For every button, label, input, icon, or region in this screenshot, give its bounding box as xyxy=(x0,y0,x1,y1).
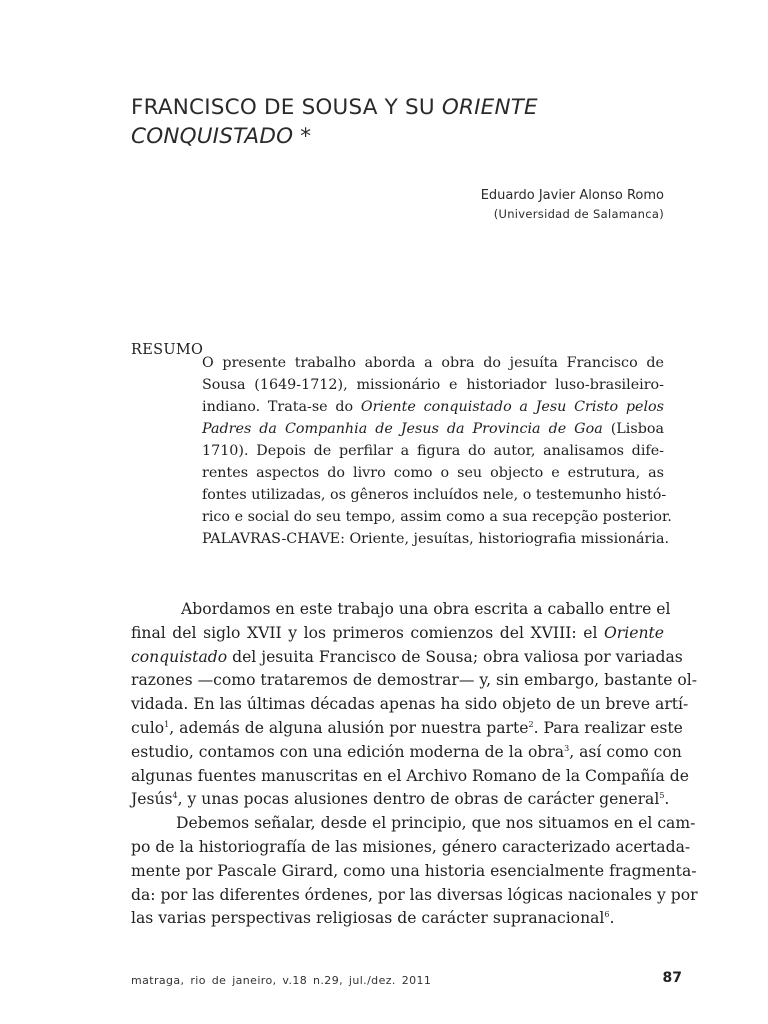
author-name: Eduardo Javier Alonso Romo xyxy=(480,188,664,203)
abstract-line: rico e social do seu tempo, assim como a sua recepção posterior. xyxy=(202,509,672,525)
author-block xyxy=(481,187,664,223)
abstract-line: fontes utilizadas, os gêneros incluídos nele, o testemunho histó- xyxy=(202,487,667,503)
page-footer xyxy=(131,970,682,992)
footnote-ref[interactable]: 2 xyxy=(528,719,534,729)
footnote-ref[interactable]: 1 xyxy=(164,719,170,729)
footnote-ref[interactable]: 4 xyxy=(172,791,178,801)
body-line: Debemos señalar, desde el principio, que nos situamos en el cam- xyxy=(176,814,696,833)
body-line: conquistado del jesuita Francisco de Sousa; obra valiosa por variadas xyxy=(131,647,683,666)
body-line: estudio, contamos con una edición moderna de la obra$^3$, así como con xyxy=(131,742,682,761)
footnote-ref[interactable]: 5 xyxy=(659,791,665,801)
page-number: 87 xyxy=(662,970,682,986)
body-line: po de la historiografía de las misiones, género caracterizado acertada- xyxy=(131,837,691,856)
abstract-line: indiano. Trata-se do Oriente conquistado a Jesu Cristo pelos xyxy=(202,399,664,415)
abstract-line: O presente trabalho aborda a obra do jesuíta Francisco de xyxy=(202,355,664,371)
author-affiliation: (Universidad de Salamanca) xyxy=(493,207,664,221)
body-line: algunas fuentes manuscritas en el Archivo Romano de la Compañía de xyxy=(131,766,689,785)
body-line: da: por las diferentes órdenes, por las diversas lógicas nacionales y por xyxy=(131,885,698,904)
abstract-keywords: PALAVRAS-CHAVE: Oriente, jesuítas, historiografia missionária. xyxy=(202,531,670,547)
body-line: Abordamos en este trabajo una obra escrita a caballo entre el xyxy=(181,600,671,618)
abstract-line: Padres da Companhia de Jesus da Provincia de Goa (Lisboa xyxy=(202,421,664,437)
abstract-line: 1710). Depois de perfilar a figura do autor, analisamos dife- xyxy=(202,443,664,459)
body-line: final del siglo XVII y los primeros comienzos del XVIII: el Oriente xyxy=(131,623,664,642)
body-text xyxy=(131,598,698,931)
body-line: mente por Pascale Girard, como una historia esencialmente fragmenta- xyxy=(131,861,697,880)
body-line: culo$^1$, además de alguna alusión por nuestra parte$^2$. Para realizar este xyxy=(131,718,683,737)
abstract-heading: RESUMO xyxy=(131,342,204,358)
body-line: las varias perspectivas religiosas de carácter supranacional$^6$. xyxy=(131,909,615,928)
body-line: vidada. En las últimas décadas apenas ha sido objeto de un breve artí- xyxy=(131,695,689,714)
footnote-ref[interactable]: 3 xyxy=(564,743,570,753)
abstract xyxy=(202,352,672,550)
footnote-ref[interactable]: 6 xyxy=(604,910,610,920)
abstract-line: Sousa (1649-1712), missionário e historiador luso-brasileiro- xyxy=(202,377,664,393)
abstract-line: rentes aspectos do livro como o seu objecto e estrutura, as xyxy=(202,465,664,481)
body-line: Jesús$^4$, y unas pocas alusiones dentro de obras de carácter general$^5$. xyxy=(131,790,670,809)
journal-citation: matraga, rio de janeiro, v.18 n.29, jul./dez. 2011 xyxy=(131,974,432,987)
article-title: FRANCISCO DE SOUSA Y SU ORIENTE CONQUISTADO * xyxy=(131,95,538,149)
body-line: razones —como trataremos de demostrar— y, sin embargo, bastante ol- xyxy=(131,671,698,690)
